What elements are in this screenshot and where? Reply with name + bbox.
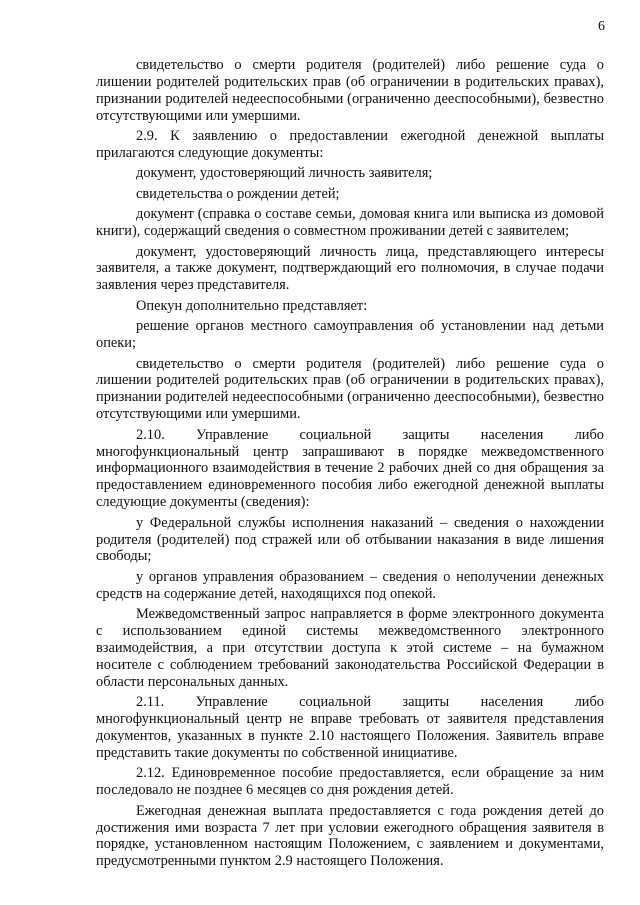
paragraph-2-11: 2.11. Управление социальной защиты населения либо многофункциональный центр не вправе требовать от заявителя представления документов, указанных в пункте 2.10 настоящего Положения. Заявитель вправе представить такие документы по собственной инициативе. <box>96 694 604 761</box>
paragraph-2-9-heading: 2.9. К заявлению о предоставлении ежегодной денежной выплаты прилагаются следующие документы: <box>96 128 604 162</box>
document-body <box>96 57 604 874</box>
list-item-family-composition: документ (справка о составе семьи, домовая книга или выписка из домовой книги), содержащий сведения о совместном проживании детей с заявителем; <box>96 206 604 240</box>
paragraph-death-certificate-1: свидетельство о смерти родителя (родителей) либо решение суда о лишении родителей родительских прав (об ограничении в родительских правах), признании родителей недееспособными (ограниченно дееспособными), безвестно отсутствующими или умершими. <box>96 57 604 124</box>
page-number: 6 <box>598 19 605 34</box>
paragraph-annual-payment: Ежегодная денежная выплата предоставляется с года рождения детей до достижения ими возраста 7 лет при условии ежегодного обращения заявителя в порядке, установленном настоящим Положением, с заявлением и документами, предусмотренными пунктом 2.9 настоящего Положения. <box>96 802 604 870</box>
paragraph-2-10: 2.10. Управление социальной защиты населения либо многофункциональный центр запрашивают в порядке межведомственного информационного взаимодействия в течение 2 рабочих дней со дня обращения за предоставлением единовременного пособия либо ежегодной денежной выплаты следующие документы (сведения): <box>96 426 604 511</box>
list-item-identity-document: документ, удостоверяющий личность заявителя; <box>136 165 433 182</box>
list-item-birth-certificates: свидетельства о рождении детей; <box>136 185 340 202</box>
list-item-education-authorities: у органов управления образованием – сведения о неполучении денежных средств на содержание детей, находящихся под опекой. <box>96 568 604 602</box>
list-item-death-certificate-2: свидетельство о смерти родителя (родителей) либо решение суда о лишении родителей родительских прав (об ограничении в родительских правах), признании родителей недееспособными (ограниченно дееспособными), безвестно отсутствующими или умершими. <box>96 355 604 423</box>
list-item-penitentiary-service: у Федеральной службы исполнения наказаний – сведения о нахождении родителя (родителей) под стражей или об отбывании наказания в виде лишения свободы; <box>96 514 604 565</box>
paragraph-guardian-additional: Опекун дополнительно представляет: <box>136 297 368 314</box>
list-item-representative-document: документ, удостоверяющий личность лица, представляющего интересы заявителя, а также документ, подтверждающий его полномочия, в случае подачи заявления через представителя. <box>96 243 604 294</box>
paragraph-2-12: 2.12. Единовременное пособие предоставляется, если обращение за ним последовало не позднее 6 месяцев со дня рождения детей. <box>96 765 604 799</box>
list-item-guardianship-decision: решение органов местного самоуправления об установлении над детьми опеки; <box>96 318 604 352</box>
paragraph-interagency-request: Межведомственный запрос направляется в форме электронного документа с использованием единой системы межведомственного электронного взаимодействия, а при отсутствии доступа к этой системе – на бумажном носителе с соблюдением требований законодательства Российской Федерации в области персональных данных. <box>96 606 604 690</box>
